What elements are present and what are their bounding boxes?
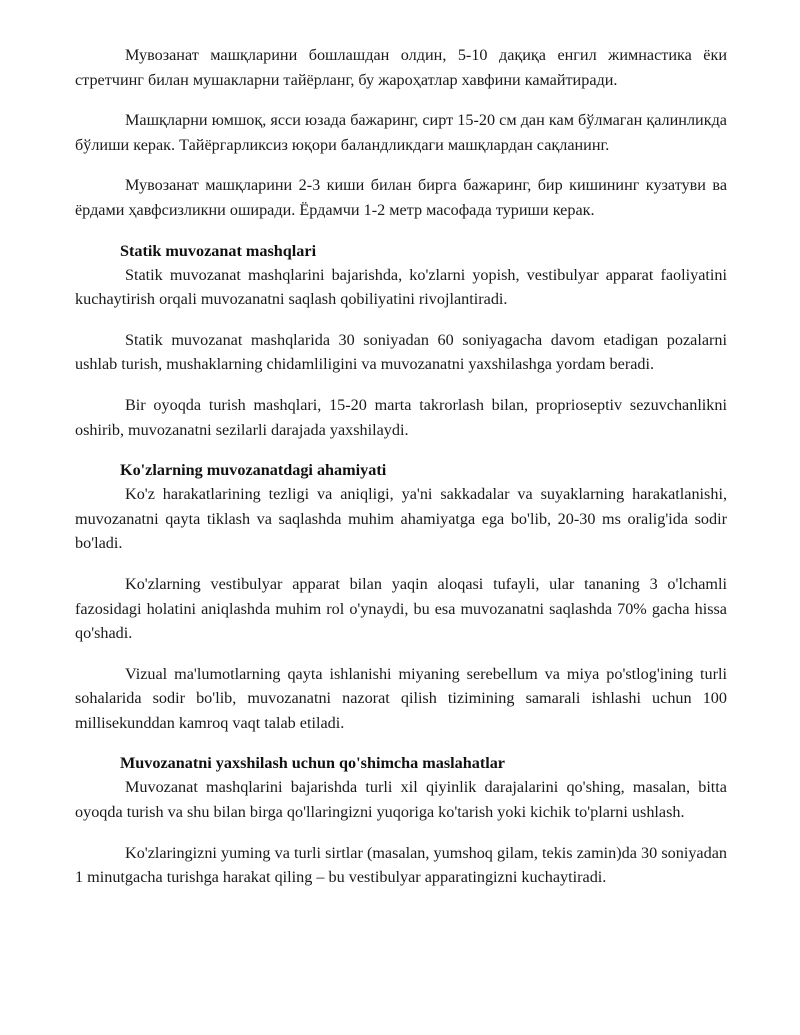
section-heading-static-balance: Statik muvozanat mashqlari: [120, 241, 317, 260]
static-balance-paragraph-2: Statik muvozanat mashqlarida 30 soniyadan 60 soniyagacha davom etadigan pozalarni ushlab turish, mushaklarning chidamliligini va muvozanatni yaxshilashga yordam beradi.: [75, 330, 727, 374]
static-balance-paragraph-1: Statik muvozanat mashqlarini bajarishda, ko'zlarni yopish, vestibulyar apparat faoliyatini kuchaytirish orqali muvozanatni saqlash qobiliyatini rivojlantiradi.: [75, 265, 727, 309]
eyes-balance-paragraph-3: Vizual ma'lumotlarning qayta ishlanishi miyaning serebellum va miya po'stlog'ining turli sohalarida sodir bo'lib, muvozanatni nazorat qilish tizimining samarali ishlashi uchun 100 millisekunddan kamroq vaqt talab etiladi.: [75, 664, 727, 732]
extra-tips-paragraph-2: Ko'zlaringizni yuming va turli sirtlar (masalan, yumshoq gilam, tekis zamin)da 30 soniyadan 1 minutgacha turishga harakat qiling – bu vestibulyar apparatingizni kuchaytiradi.: [75, 843, 727, 887]
intro-paragraph-2: Машқларни юмшоқ, ясси юзада бажаринг, сирт 15-20 см дан кам бўлмаган қалинликда бўлиши керак. Тайёргарликсиз юқори баландликдаги машқлардан сақланинг.: [75, 111, 727, 154]
static-balance-paragraph-3: Bir oyoqda turish mashqlari, 15-20 marta takrorlash bilan, proprioseptiv sezuvchanlikni oshirib, muvozanatni sezilarli darajada yaxshilaydi.: [75, 395, 727, 439]
intro-paragraph-1: Мувозанат машқларини бошлашдан олдин, 5-10 дақиқа енгил жимнастика ёки стретчинг билан мушакларни тайёрланг, бу жароҳатлар хавфини камайтиради.: [75, 46, 727, 89]
section-heading-eyes-balance: Ko'zlarning muvozanatdagi ahamiyati: [120, 461, 387, 480]
intro-paragraph-3: Мувозанат машқларини 2-3 киши билан бирга бажаринг, бир кишининг кузатуви ва ёрдами ҳавфсизликни оширади. Ёрдамчи 1-2 метр масофада туриши керак.: [75, 176, 727, 219]
eyes-balance-paragraph-2: Ko'zlarning vestibulyar apparat bilan yaqin aloqasi tufayli, ular tananing 3 o'lchamli fazosidagi holatini aniqlashda muhim rol o'ynaydi, bu esa muvozanatni saqlashda 70% gacha hissa qo'shadi.: [75, 574, 727, 643]
eyes-balance-paragraph-1: Ko'z harakatlarining tezligi va aniqligi, ya'ni sakkadalar va suyaklarning harakatlanishi, muvozanatni qayta tiklash va saqlashda muhim ahamiyatga ega bo'lib, 20-30 ms oralig'ida sodir bo'ladi.: [75, 485, 727, 553]
extra-tips-paragraph-1: Muvozanat mashqlarini bajarishda turli xil qiyinlik darajalarini qo'shing, masalan, bitta oyoqda turish va shu bilan birga qo'llaringizni yuqoriga ko'tarish yoki kichik to'plarni ushlash.: [75, 778, 727, 822]
section-heading-extra-tips: Muvozanatni yaxshilash uchun qo'shimcha maslahatlar: [120, 754, 505, 773]
document-body: [75, 43, 727, 906]
